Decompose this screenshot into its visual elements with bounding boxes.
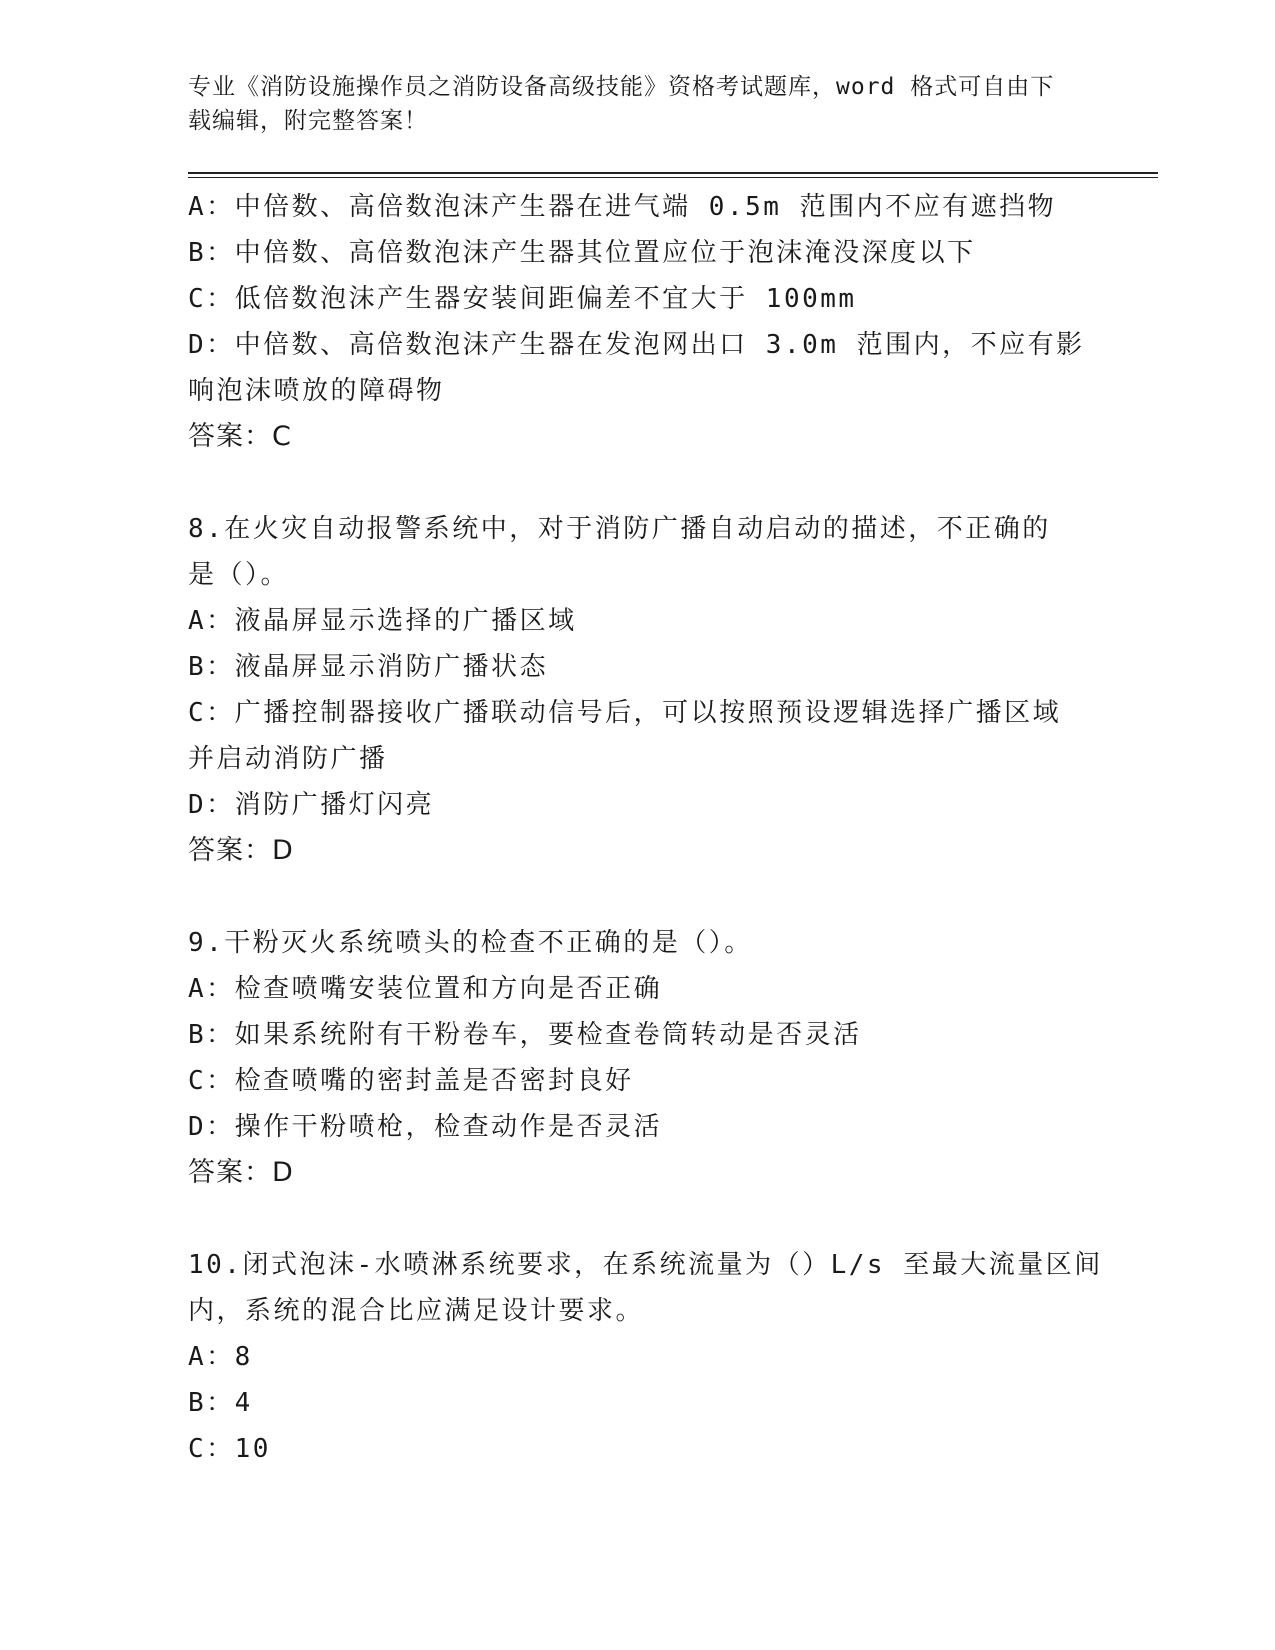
header-divider xyxy=(188,172,1158,178)
option-c: C：广播控制器接收广播联动信号后，可以按照预设逻辑选择广播区域 xyxy=(188,698,1062,728)
option-d-continued: 响泡沫喷放的障碍物 xyxy=(188,376,445,406)
document-header xyxy=(188,70,1158,138)
continued-question xyxy=(188,184,1158,460)
question-9 xyxy=(188,920,1158,1196)
answer-line: 答案：D xyxy=(188,835,294,866)
question-stem-continued: 内，系统的混合比应满足设计要求。 xyxy=(188,1296,645,1326)
option-d: D：中倍数、高倍数泡沫产生器在发泡网出口 3.0m 范围内，不应有影 xyxy=(188,330,1085,360)
option-b: B：中倍数、高倍数泡沫产生器其位置应位于泡沫淹没深度以下 xyxy=(188,238,976,268)
question-stem: 8.在火灾自动报警系统中，对于消防广播自动启动的描述，不正确的 xyxy=(188,514,1051,544)
option-a: A：液晶屏显示选择的广播区域 xyxy=(188,606,577,636)
header-line-1: 专业《消防设施操作员之消防设备高级技能》资格考试题库，word 格式可自由下 xyxy=(188,74,1055,100)
page-content xyxy=(188,70,1158,1472)
question-stem-continued: 是（）。 xyxy=(188,560,290,590)
answer-line: 答案：D xyxy=(188,1157,294,1188)
option-c: C：10 xyxy=(188,1434,271,1464)
option-c: C：检查喷嘴的密封盖是否密封良好 xyxy=(188,1066,634,1096)
option-b: B：液晶屏显示消防广播状态 xyxy=(188,652,549,682)
header-line-2: 载编辑，附完整答案！ xyxy=(188,108,428,134)
answer-line: 答案：C xyxy=(188,421,292,452)
option-c-continued: 并启动消防广播 xyxy=(188,744,388,774)
question-stem: 10.闭式泡沫-水喷淋系统要求，在系统流量为（）L/s 至最大流量区间 xyxy=(188,1250,1103,1280)
option-a: A：中倍数、高倍数泡沫产生器在进气端 0.5m 范围内不应有遮挡物 xyxy=(188,192,1057,222)
question-stem: 9.干粉灭火系统喷头的检查不正确的是（）。 xyxy=(188,928,753,958)
option-d: D：操作干粉喷枪，检查动作是否灵活 xyxy=(188,1112,663,1142)
option-a: A：检查喷嘴安装位置和方向是否正确 xyxy=(188,974,663,1004)
option-b: B：4 xyxy=(188,1388,253,1418)
question-10 xyxy=(188,1242,1158,1472)
option-b: B：如果系统附有干粉卷车，要检查卷筒转动是否灵活 xyxy=(188,1020,862,1050)
option-c: C：低倍数泡沫产生器安装间距偏差不宜大于 100mm xyxy=(188,284,857,314)
question-8 xyxy=(188,506,1158,874)
option-a: A：8 xyxy=(188,1342,253,1372)
option-d: D：消防广播灯闪亮 xyxy=(188,790,435,820)
